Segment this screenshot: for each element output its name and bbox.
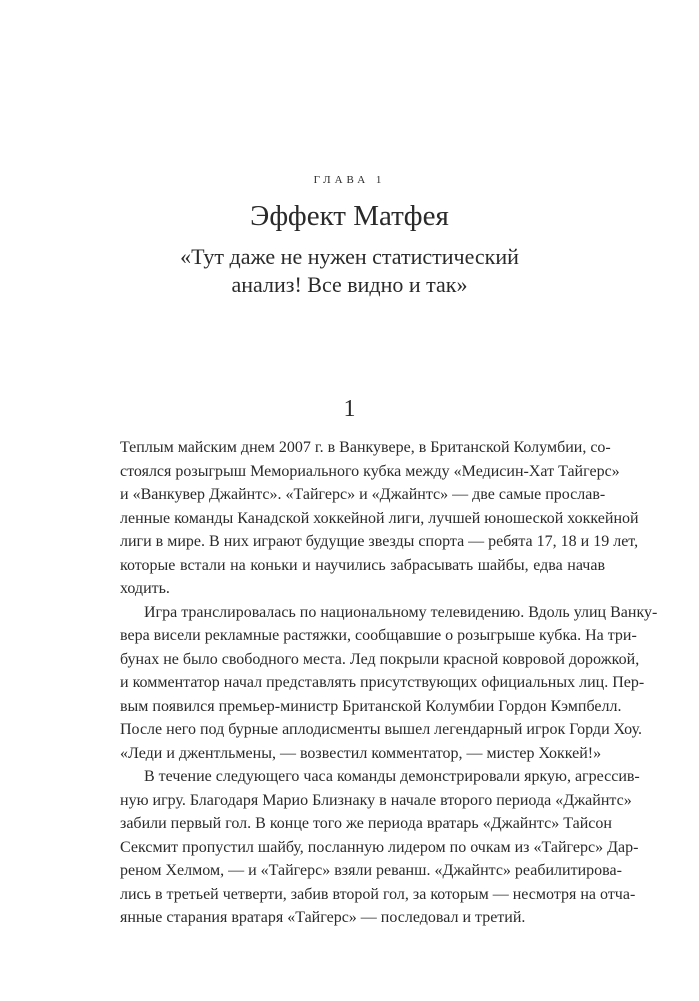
paragraph-line: «Леди и джентльмены, — возвестил комментатор, — мистер Хоккей!»	[120, 744, 602, 762]
body-text	[120, 436, 658, 930]
paragraph-line: которые встали на коньки и научились забрасывать шайбы, едва начав	[120, 556, 605, 574]
paragraph-line: и «Ванкувер Джайнтс». «Тайгерс» и «Джайнтс» — две самые прослав-	[120, 486, 606, 503]
paragraph-line: бунах не было свободного места. Лед покрыли красной ковровой дорожкой,	[120, 650, 640, 668]
paragraph-line: вым появился премьер-министр Британской Колумбии Гордон Кэмпбелл.	[120, 697, 622, 715]
paragraph-line: лиги в мире. В них играют будущие звезды спорта — ребята 17, 18 и 19 лет,	[120, 533, 639, 550]
paragraph-line: вера висели рекламные растяжки, сообщавшие о розыгрыше кубка. На три-	[120, 627, 637, 644]
paragraph-line: стоялся розыгрыш Мемориального кубка между «Медисин-Хат Тайгерс»	[120, 462, 620, 480]
section-number: 1	[343, 396, 356, 422]
paragraph-line: и комментатор начал представлять присутствующих официальных лиц. Пер-	[120, 674, 645, 691]
epigraph	[0, 243, 699, 299]
paragraph-line: реном Хелмом, — и «Тайгерс» взяли реванш. «Джайнтс» реабилитирова-	[120, 862, 622, 879]
paragraph-line: лись в третьей четверти, забив второй гол, за которым — несмотря на отча-	[120, 885, 636, 903]
paragraph-line: Игра транслировалась по национальному телевидению. Вдоль улиц Ванку-	[144, 603, 658, 621]
chapter-label: ГЛАВА 1	[313, 174, 386, 186]
chapter-title: Эффект Матфея	[250, 200, 449, 232]
paragraph-line: Теплым майским днем 2007 г. в Ванкувере, в Британской Колумбии, со-	[120, 439, 611, 456]
epigraph-line: анализ! Все видно и так»	[231, 272, 468, 297]
paragraph-line: ленные команды Канадской хоккейной лиги, лучшей юношеской хоккейной	[120, 509, 639, 527]
paragraph-line: Сексмит пропустил шайбу, посланную лидером по очкам из «Тайгерс» Дар-	[120, 838, 639, 856]
paragraph-line: янные старания вратаря «Тайгерс» — последовал и третий.	[120, 909, 526, 926]
paragraph-line: После него под бурные аплодисменты вышел легендарный игрок Горди Хоу.	[120, 721, 642, 738]
epigraph-line: «Тут даже не нужен статистический	[180, 244, 519, 269]
paragraph-line: ходить.	[120, 580, 170, 597]
paragraph-line: ную игру. Благодаря Марио Близнаку в начале второго периода «Джайнтс»	[120, 791, 632, 809]
paragraph-line: забили первый гол. В конце того же периода вратарь «Джайнтс» Тайсон	[120, 815, 612, 832]
paragraph-line: В течение следующего часа команды демонстрировали яркую, агрессив-	[144, 768, 640, 785]
